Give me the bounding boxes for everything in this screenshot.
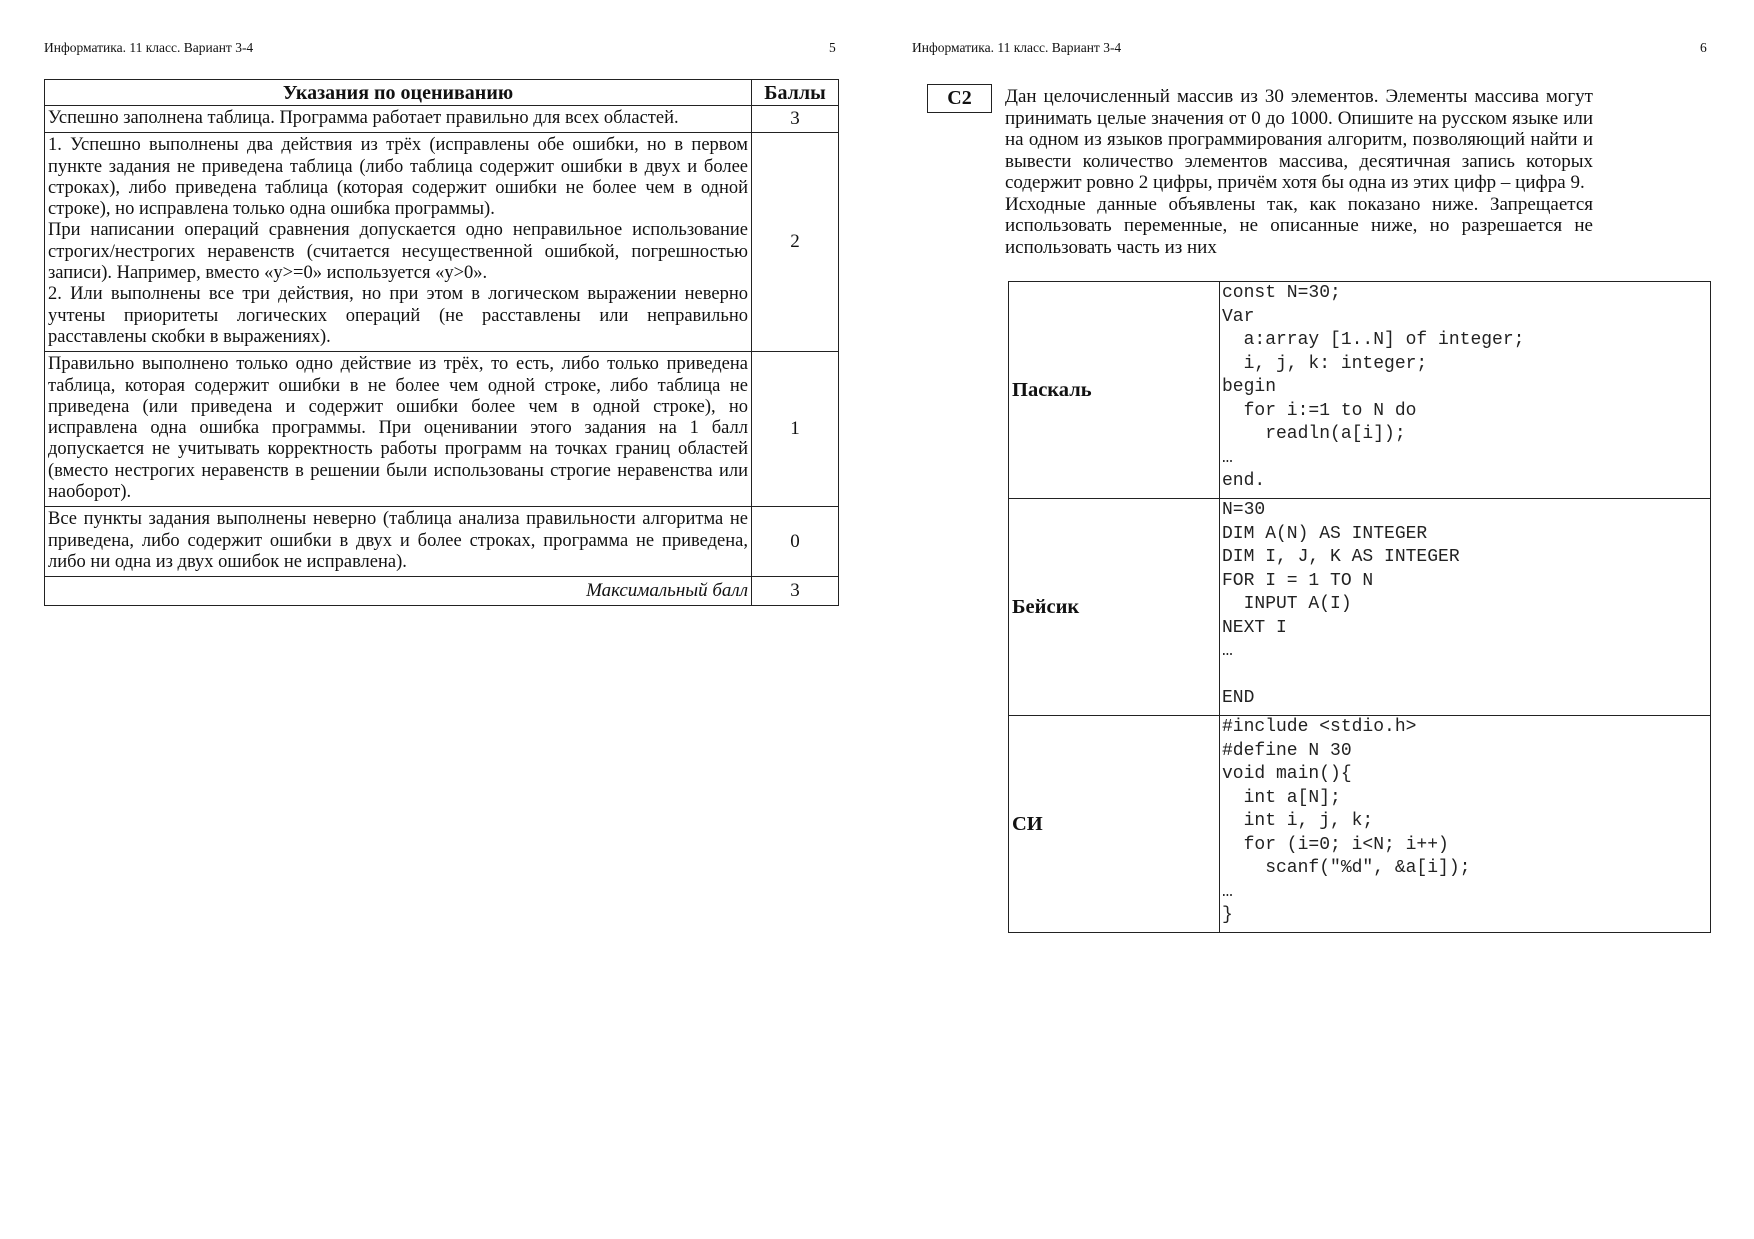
language-label: Бейсик	[1009, 499, 1220, 716]
code-block: N=30 DIM A(N) AS INTEGER DIM I, J, K AS INTEGER FOR I = 1 TO N INPUT A(I) NEXT I … END	[1222, 500, 1460, 708]
criteria-column-header: Указания по оцениванию	[45, 80, 752, 106]
code-block: const N=30; Var a:array [1..N] of integer; i, j, k: integer; begin for i:=1 to N do readln(a[i]); … end.	[1222, 283, 1525, 491]
points-cell: 3	[752, 106, 839, 133]
grading-table-header	[45, 80, 839, 106]
task-paragraph: Дан целочисленный массив из 30 элементов. Элементы массива могут принимать целые значения от 0 до 1000. Опишите на русском языке или на одном из языков программирования алгоритм, позволяющий найти и вывести количество элементов массива, десятичная запись которых содержит ровно 2 цифры, причём хотя бы одна из этих цифр – цифра 9.	[1005, 86, 1593, 193]
page-header: Информатика. 11 класс. Вариант 3-4	[912, 40, 1122, 55]
criteria-cell	[45, 352, 752, 507]
points-cell: 2	[752, 133, 839, 352]
max-score-value: 3	[752, 577, 839, 606]
task-statement	[1005, 86, 1593, 258]
criteria-text: При написании операций сравнения допускается одно неправильное использование строгих/нестрогих неравенств (считается несущественной ошибкой, погрешностью записи). Например, вместо «y>=0» используется «y>0».	[48, 220, 748, 284]
page-header: Информатика. 11 класс. Вариант 3-4	[44, 40, 254, 55]
code-cell	[1220, 499, 1711, 716]
task-paragraph: Исходные данные объявлены так, как показано ниже. Запрещается использовать переменные, не описанные ниже, но разрешается не использовать часть из них	[1005, 193, 1593, 258]
criteria-cell	[45, 106, 752, 133]
table-row	[45, 507, 839, 577]
max-score-label: Максимальный балл	[45, 577, 752, 606]
code-cell	[1220, 282, 1711, 499]
criteria-text: Успешно заполнена таблица. Программа работает правильно для всех областей.	[48, 108, 679, 128]
grading-table	[44, 79, 839, 606]
code-block: #include <stdio.h> #define N 30 void main(){ int a[N]; int i, j, k; for (i=0; i<N; i++) scanf("%d", &a[i]); … }	[1222, 717, 1471, 925]
criteria-text: Правильно выполнено только одно действие из трёх, то есть, либо только приведена таблица, которая содержит ошибки в не более чем одной строке, либо таблица не приведена (или приведена и содержит ошибки более чем в одной строке), но исправлена одна ошибка программы. При оценивании этого задания на 1 балл допускается не учитывать корректность работы программ на точках границ областей (вместо нестрогих неравенств в решении были использованы строгие неравенства или наоборот).	[48, 354, 748, 503]
code-row	[1009, 499, 1711, 716]
criteria-text: Все пункты задания выполнены неверно (таблица анализа правильности алгоритма не приведена, либо содержит ошибки в двух и более строках, программа не приведена, либо ни одна из двух ошибок не исправлена).	[48, 509, 748, 572]
criteria-cell	[45, 133, 752, 352]
page-number: 6	[1700, 40, 1707, 55]
criteria-cell	[45, 507, 752, 577]
code-cell	[1220, 716, 1711, 933]
criteria-text: 1. Успешно выполнены два действия из трёх (исправлены обе ошибки, но в первом пункте задания не приведена таблица (либо таблица содержит ошибки в двух и более строках), либо приведена таблица (которая содержит ошибки не более чем в одной строке), но исправлена только одна ошибка программы).	[48, 135, 748, 220]
points-cell: 1	[752, 352, 839, 507]
points-column-header: Баллы	[752, 80, 839, 106]
task-label: C2	[927, 84, 992, 113]
code-table	[1008, 281, 1711, 933]
table-row	[45, 106, 839, 133]
points-cell: 0	[752, 507, 839, 577]
criteria-text: 2. Или выполнены все три действия, но при этом в логическом выражении неверно учтены приоритеты логических операций (не расставлены или неправильно расставлены скобки в выражениях).	[48, 284, 748, 347]
language-label: Паскаль	[1009, 282, 1220, 499]
table-row	[45, 133, 839, 352]
language-label: СИ	[1009, 716, 1220, 933]
code-row	[1009, 282, 1711, 499]
table-row	[45, 352, 839, 507]
right-page	[877, 0, 1754, 1239]
page-number: 5	[829, 40, 836, 55]
max-score-row	[45, 577, 839, 606]
code-row	[1009, 716, 1711, 933]
